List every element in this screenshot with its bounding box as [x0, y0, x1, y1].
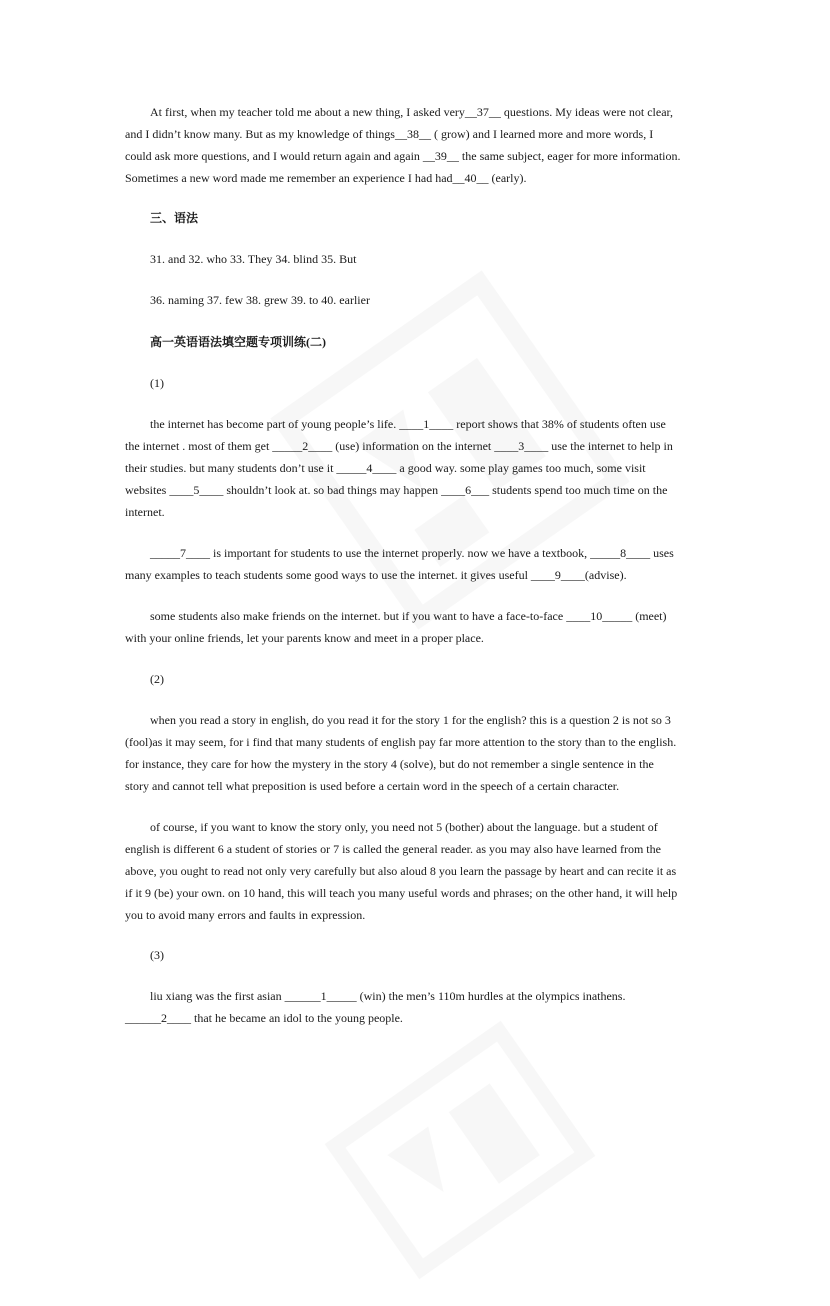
part-3-paragraph-1 — [125, 985, 710, 1029]
part-1-paragraph-2 — [125, 542, 710, 586]
section-heading-grammar: 三、语法 — [150, 211, 199, 225]
paragraph-line: and I didn’t know many. But as my knowledge of things__38__ ( grow) and I learned more and more words, I — [125, 127, 654, 141]
paragraph-line: their studies. but many students don’t use it _____4____ a good way. some play games too much, some visit — [125, 461, 646, 475]
paragraph-line: english is different 6 a student of stories or 7 is called the general reader. as you may also have learned from the — [125, 842, 661, 856]
answer-key-line-2: 36. naming 37. few 38. grew 39. to 40. earlier — [150, 293, 370, 307]
paragraph-line: ______2____ that he became an idol to the young people. — [125, 1011, 403, 1025]
part-1-paragraph-1 — [125, 413, 710, 523]
paragraph-line: you to avoid many errors and faults in expression. — [125, 908, 366, 922]
paragraph-line: _____7____ is important for students to use the internet properly. now we have a textbook, _____8____ uses — [150, 546, 674, 560]
paragraph-line: internet. — [125, 505, 165, 519]
paragraph-line: if it 9 (be) your own. on 10 hand, this will teach you many useful words and phrases; on the other hand, it will help — [125, 886, 678, 900]
part-2-paragraph-1 — [125, 709, 710, 797]
paragraph-line: liu xiang was the first asian ______1_____ (win) the men’s 110m hurdles at the olympics inathens. — [150, 989, 626, 1003]
paragraph-line: At first, when my teacher told me about a new thing, I asked very__37__ questions. My ideas were not clear, — [150, 105, 674, 119]
paragraph-line: some students also make friends on the internet. but if you want to have a face-to-face ____10_____ (meet) — [150, 609, 667, 623]
part-3-label: (3) — [150, 948, 164, 962]
part-2-label: (2) — [150, 672, 164, 686]
paragraph-line: many examples to teach students some good ways to use the internet. it gives useful ____9____(advise). — [125, 568, 627, 582]
part-1-label: (1) — [150, 376, 164, 390]
passage-paragraph-37-40 — [125, 101, 710, 189]
paragraph-line: of course, if you want to know the story only, you need not 5 (bother) about the language. but a student of — [150, 820, 658, 834]
paragraph-line: with your online friends, let your parents know and meet in a proper place. — [125, 631, 484, 645]
part-1-paragraph-3 — [125, 605, 710, 649]
part-2-paragraph-2 — [125, 816, 710, 926]
paragraph-line: websites ____5____ shouldn’t look at. so bad things may happen ____6___ students spend too much time on the — [125, 483, 668, 497]
paragraph-line: could ask more questions, and I would return again and again __39__ the same subject, eager for more information. — [125, 149, 681, 163]
paragraph-line: the internet has become part of young people’s life. ____1____ report shows that 38% of students often use — [150, 417, 666, 431]
paragraph-line: when you read a story in english, do you read it for the story 1 for the english? this is a question 2 is not so 3 — [150, 713, 671, 727]
paragraph-line: (fool)as it may seem, for i find that many students of english pay far more attention to the story than to the english. — [125, 735, 677, 749]
answer-key-line-1: 31. and 32. who 33. They 34. blind 35. But — [150, 252, 357, 266]
paragraph-line: for instance, they care for how the mystery in the story 4 (solve), but do not remember a single sentence in the — [125, 757, 654, 771]
practice-title: 高一英语语法填空题专项训练(二) — [150, 335, 326, 349]
paragraph-line: the internet . most of them get _____2____ (use) information on the internet ____3____ use the internet to help in — [125, 439, 673, 453]
paragraph-line: story and cannot tell what preposition is used before a certain word in the speech of a certain character. — [125, 779, 620, 793]
paragraph-line: Sometimes a new word made me remember an experience I had had__40__ (early). — [125, 171, 527, 185]
watermark-seal-icon-2 — [296, 994, 624, 1306]
paragraph-line: above, you ought to read not only very carefully but also aloud 8 you learn the passage by heart and can recite it as — [125, 864, 677, 878]
